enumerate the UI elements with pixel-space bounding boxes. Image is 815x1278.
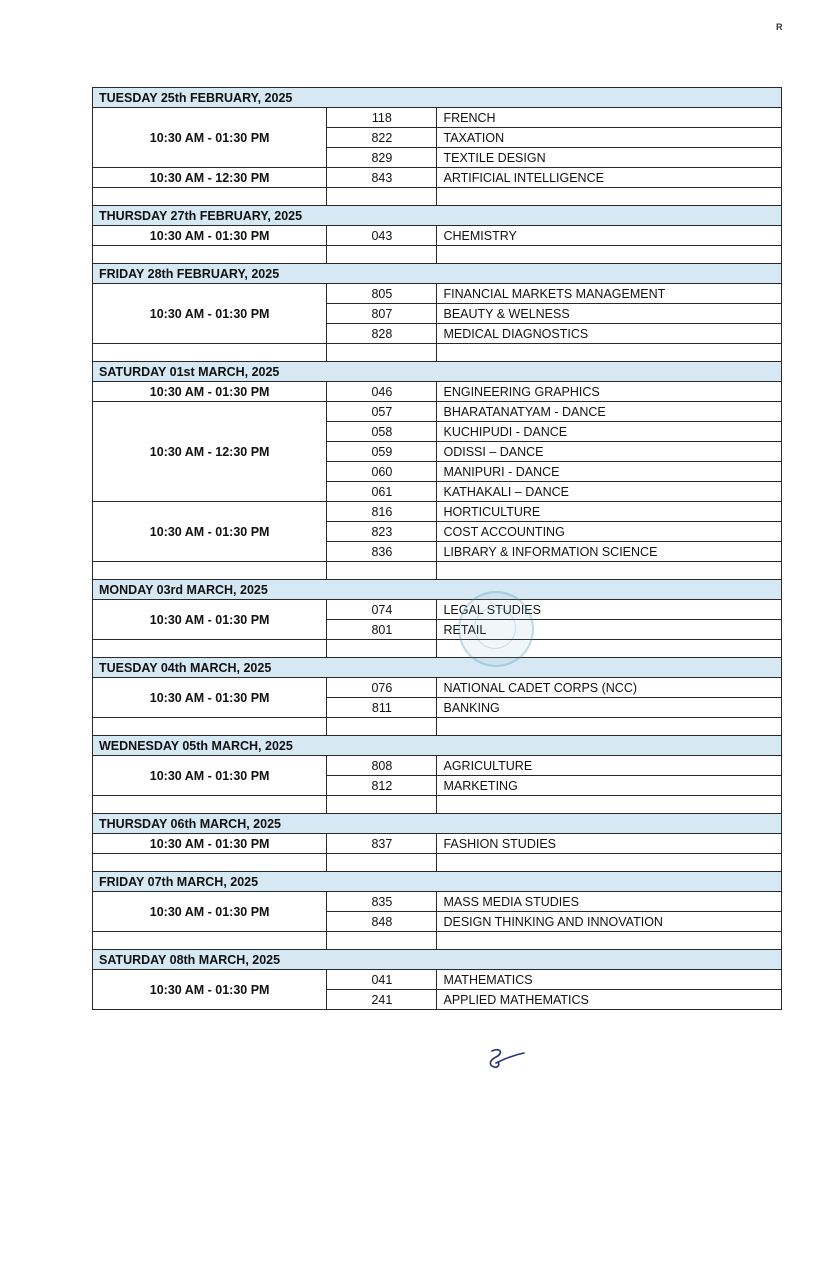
subject-name: NATIONAL CADET CORPS (NCC) — [437, 678, 782, 698]
date-header-row — [93, 580, 782, 600]
subject-code: 060 — [327, 462, 437, 482]
exam-time: 10:30 AM - 01:30 PM — [93, 834, 327, 854]
empty-cell — [93, 246, 327, 264]
subject-code: 058 — [327, 422, 437, 442]
subject-code: 808 — [327, 756, 437, 776]
subject-row — [93, 226, 782, 246]
exam-time: 10:30 AM - 01:30 PM — [93, 600, 327, 640]
empty-cell — [327, 246, 437, 264]
subject-row — [93, 756, 782, 776]
subject-name: MASS MEDIA STUDIES — [437, 892, 782, 912]
empty-cell — [327, 718, 437, 736]
subject-name: AGRICULTURE — [437, 756, 782, 776]
empty-cell — [93, 344, 327, 362]
subject-code: 076 — [327, 678, 437, 698]
empty-cell — [327, 640, 437, 658]
empty-cell — [437, 854, 782, 872]
subject-code: 829 — [327, 148, 437, 168]
subject-code: 835 — [327, 892, 437, 912]
date-header-row — [93, 362, 782, 382]
subject-name: APPLIED MATHEMATICS — [437, 990, 782, 1010]
exam-date: MONDAY 03rd MARCH, 2025 — [93, 580, 782, 600]
empty-cell — [437, 246, 782, 264]
exam-date: WEDNESDAY 05th MARCH, 2025 — [93, 736, 782, 756]
subject-code: 074 — [327, 600, 437, 620]
empty-cell — [327, 796, 437, 814]
page-marker: R — [776, 22, 783, 32]
subject-code: 043 — [327, 226, 437, 246]
exam-time: 10:30 AM - 01:30 PM — [93, 970, 327, 1010]
subject-code: 837 — [327, 834, 437, 854]
subject-name: LEGAL STUDIES — [437, 600, 782, 620]
subject-name: MEDICAL DIAGNOSTICS — [437, 324, 782, 344]
empty-cell — [93, 718, 327, 736]
subject-name: KUCHIPUDI - DANCE — [437, 422, 782, 442]
empty-cell — [437, 932, 782, 950]
subject-name: FINANCIAL MARKETS MANAGEMENT — [437, 284, 782, 304]
subject-code: 828 — [327, 324, 437, 344]
spacer-row — [93, 562, 782, 580]
subject-row — [93, 600, 782, 620]
subject-code: 046 — [327, 382, 437, 402]
subject-row — [93, 678, 782, 698]
empty-cell — [437, 562, 782, 580]
subject-code: 059 — [327, 442, 437, 462]
subject-code: 118 — [327, 108, 437, 128]
exam-time: 10:30 AM - 01:30 PM — [93, 502, 327, 562]
exam-time: 10:30 AM - 01:30 PM — [93, 892, 327, 932]
date-header-row — [93, 872, 782, 892]
subject-code: 061 — [327, 482, 437, 502]
subject-row — [93, 834, 782, 854]
exam-time: 10:30 AM - 01:30 PM — [93, 382, 327, 402]
exam-time: 10:30 AM - 01:30 PM — [93, 108, 327, 168]
subject-row — [93, 168, 782, 188]
exam-time: 10:30 AM - 01:30 PM — [93, 226, 327, 246]
subject-code: 812 — [327, 776, 437, 796]
empty-cell — [93, 854, 327, 872]
spacer-row — [93, 796, 782, 814]
subject-name: BANKING — [437, 698, 782, 718]
subject-code: 041 — [327, 970, 437, 990]
empty-cell — [327, 188, 437, 206]
empty-cell — [327, 932, 437, 950]
subject-code: 823 — [327, 522, 437, 542]
exam-date: SATURDAY 08th MARCH, 2025 — [93, 950, 782, 970]
subject-name: BHARATANATYAM - DANCE — [437, 402, 782, 422]
subject-code: 805 — [327, 284, 437, 304]
signature-mark — [478, 1045, 528, 1075]
empty-cell — [437, 718, 782, 736]
subject-code: 811 — [327, 698, 437, 718]
subject-name: TEXTILE DESIGN — [437, 148, 782, 168]
date-header-row — [93, 206, 782, 226]
spacer-row — [93, 640, 782, 658]
subject-code: 807 — [327, 304, 437, 324]
subject-name: BEAUTY & WELNESS — [437, 304, 782, 324]
exam-date: THURSDAY 27th FEBRUARY, 2025 — [93, 206, 782, 226]
date-header-row — [93, 264, 782, 284]
exam-time: 10:30 AM - 01:30 PM — [93, 756, 327, 796]
subject-name: FRENCH — [437, 108, 782, 128]
empty-cell — [93, 796, 327, 814]
spacer-row — [93, 932, 782, 950]
date-header-row — [93, 658, 782, 678]
empty-cell — [437, 344, 782, 362]
spacer-row — [93, 718, 782, 736]
empty-cell — [327, 854, 437, 872]
spacer-row — [93, 344, 782, 362]
subject-row — [93, 970, 782, 990]
subject-name: KATHAKALI – DANCE — [437, 482, 782, 502]
subject-row — [93, 284, 782, 304]
exam-date: TUESDAY 25th FEBRUARY, 2025 — [93, 88, 782, 108]
empty-cell — [437, 796, 782, 814]
empty-cell — [437, 188, 782, 206]
spacer-row — [93, 854, 782, 872]
exam-time: 10:30 AM - 01:30 PM — [93, 678, 327, 718]
exam-date: SATURDAY 01st MARCH, 2025 — [93, 362, 782, 382]
subject-row — [93, 108, 782, 128]
exam-date: FRIDAY 28th FEBRUARY, 2025 — [93, 264, 782, 284]
subject-name: COST ACCOUNTING — [437, 522, 782, 542]
exam-schedule-table — [92, 87, 782, 1010]
subject-row — [93, 382, 782, 402]
subject-code: 848 — [327, 912, 437, 932]
subject-name: TAXATION — [437, 128, 782, 148]
board-seal-watermark — [458, 591, 534, 667]
subject-code: 822 — [327, 128, 437, 148]
date-header-row — [93, 736, 782, 756]
subject-name: HORTICULTURE — [437, 502, 782, 522]
subject-code: 816 — [327, 502, 437, 522]
subject-code: 843 — [327, 168, 437, 188]
date-header-row — [93, 814, 782, 834]
empty-cell — [93, 932, 327, 950]
subject-row — [93, 502, 782, 522]
date-header-row — [93, 88, 782, 108]
subject-name: DESIGN THINKING AND INNOVATION — [437, 912, 782, 932]
subject-name: ARTIFICIAL INTELLIGENCE — [437, 168, 782, 188]
spacer-row — [93, 246, 782, 264]
empty-cell — [93, 562, 327, 580]
exam-date: FRIDAY 07th MARCH, 2025 — [93, 872, 782, 892]
exam-schedule-sheet — [92, 87, 782, 1010]
subject-name: ENGINEERING GRAPHICS — [437, 382, 782, 402]
subject-code: 057 — [327, 402, 437, 422]
subject-row — [93, 402, 782, 422]
empty-cell — [327, 562, 437, 580]
spacer-row — [93, 188, 782, 206]
subject-name: CHEMISTRY — [437, 226, 782, 246]
subject-name: MANIPURI - DANCE — [437, 462, 782, 482]
subject-code: 836 — [327, 542, 437, 562]
exam-date: THURSDAY 06th MARCH, 2025 — [93, 814, 782, 834]
subject-code: 801 — [327, 620, 437, 640]
subject-name: LIBRARY & INFORMATION SCIENCE — [437, 542, 782, 562]
subject-name: MARKETING — [437, 776, 782, 796]
subject-code: 241 — [327, 990, 437, 1010]
subject-name: FASHION STUDIES — [437, 834, 782, 854]
subject-name: ODISSI – DANCE — [437, 442, 782, 462]
exam-date: TUESDAY 04th MARCH, 2025 — [93, 658, 782, 678]
subject-row — [93, 892, 782, 912]
exam-time: 10:30 AM - 01:30 PM — [93, 284, 327, 344]
exam-time: 10:30 AM - 12:30 PM — [93, 168, 327, 188]
exam-time: 10:30 AM - 12:30 PM — [93, 402, 327, 502]
subject-name: RETAIL — [437, 620, 782, 640]
empty-cell — [327, 344, 437, 362]
empty-cell — [93, 188, 327, 206]
subject-name: MATHEMATICS — [437, 970, 782, 990]
empty-cell — [93, 640, 327, 658]
date-header-row — [93, 950, 782, 970]
